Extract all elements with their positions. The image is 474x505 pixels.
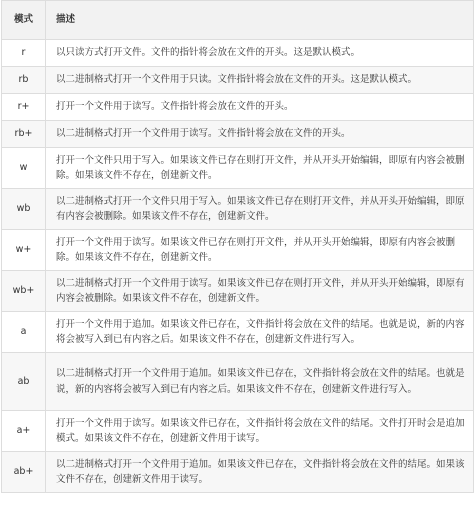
row-description: 打开一个文件用于读写。如果该文件已存在则打开文件，并从开头开始编辑，即原有内容会被删除。如果该文件不存在，创建新文件。 — [46, 230, 474, 271]
row-mode: r — [2, 40, 46, 67]
table-row — [2, 452, 474, 493]
header-description: 描述 — [46, 1, 474, 40]
row-mode: w — [2, 148, 46, 189]
row-mode: rb+ — [2, 121, 46, 148]
row-description: 以二进制格式打开一个文件用于读写。如果该文件已存在则打开文件，并从开头开始编辑，即原有内容会被删除。如果该文件不存在，创建新文件。 — [46, 271, 474, 312]
row-description: 打开一个文件只用于写入。如果该文件已存在则打开文件，并从开头开始编辑，即原有内容会被删除。如果该文件不存在，创建新文件。 — [46, 148, 474, 189]
row-description: 以二进制格式打开一个文件用于追加。如果该文件已存在，文件指针将会放在文件的结尾。也就是说，新的内容将会被写入到已有内容之后。如果该文件不存在，创建新文件进行写入。 — [46, 353, 474, 411]
table-row — [2, 353, 474, 411]
row-mode: wb+ — [2, 271, 46, 312]
table-row — [2, 40, 474, 67]
row-description: 打开一个文件用于读写。如果该文件已存在，文件指针将会放在文件的结尾。文件打开时会是追加模式。如果该文件不存在，创建新文件用于读写。 — [46, 411, 474, 452]
header-mode: 模式 — [2, 1, 46, 40]
row-mode: ab+ — [2, 452, 46, 493]
row-description: 打开一个文件用于读写。文件指针将会放在文件的开头。 — [46, 94, 474, 121]
row-description: 以二进制格式打开一个文件用于追加。如果该文件已存在，文件指针将会放在文件的结尾。如果该文件不存在，创建新文件用于读写。 — [46, 452, 474, 493]
row-mode: ab — [2, 353, 46, 411]
table-row — [2, 230, 474, 271]
row-description: 打开一个文件用于追加。如果该文件已存在，文件指针将会放在文件的结尾。也就是说，新的内容将会被写入到已有内容之后。如果该文件不存在，创建新文件进行写入。 — [46, 312, 474, 353]
row-mode: a — [2, 312, 46, 353]
row-mode: wb — [2, 189, 46, 230]
row-description: 以只读方式打开文件。文件的指针将会放在文件的开头。这是默认模式。 — [46, 40, 474, 67]
table-row — [2, 411, 474, 452]
table-row — [2, 271, 474, 312]
row-description: 以二进制格式打开一个文件用于只读。文件指针将会放在文件的开头。这是默认模式。 — [46, 67, 474, 94]
row-mode: w+ — [2, 230, 46, 271]
row-mode: r+ — [2, 94, 46, 121]
table-header-row — [2, 1, 474, 40]
row-description: 以二进制格式打开一个文件只用于写入。如果该文件已存在则打开文件，并从开头开始编辑，即原有内容会被删除。如果该文件不存在，创建新文件。 — [46, 189, 474, 230]
table-row — [2, 312, 474, 353]
table-row — [2, 148, 474, 189]
table-row — [2, 121, 474, 148]
row-mode: rb — [2, 67, 46, 94]
table-row — [2, 67, 474, 94]
table-row — [2, 94, 474, 121]
row-description: 以二进制格式打开一个文件用于读写。文件指针将会放在文件的开头。 — [46, 121, 474, 148]
table-row — [2, 189, 474, 230]
file-mode-table — [1, 0, 474, 493]
row-mode: a+ — [2, 411, 46, 452]
